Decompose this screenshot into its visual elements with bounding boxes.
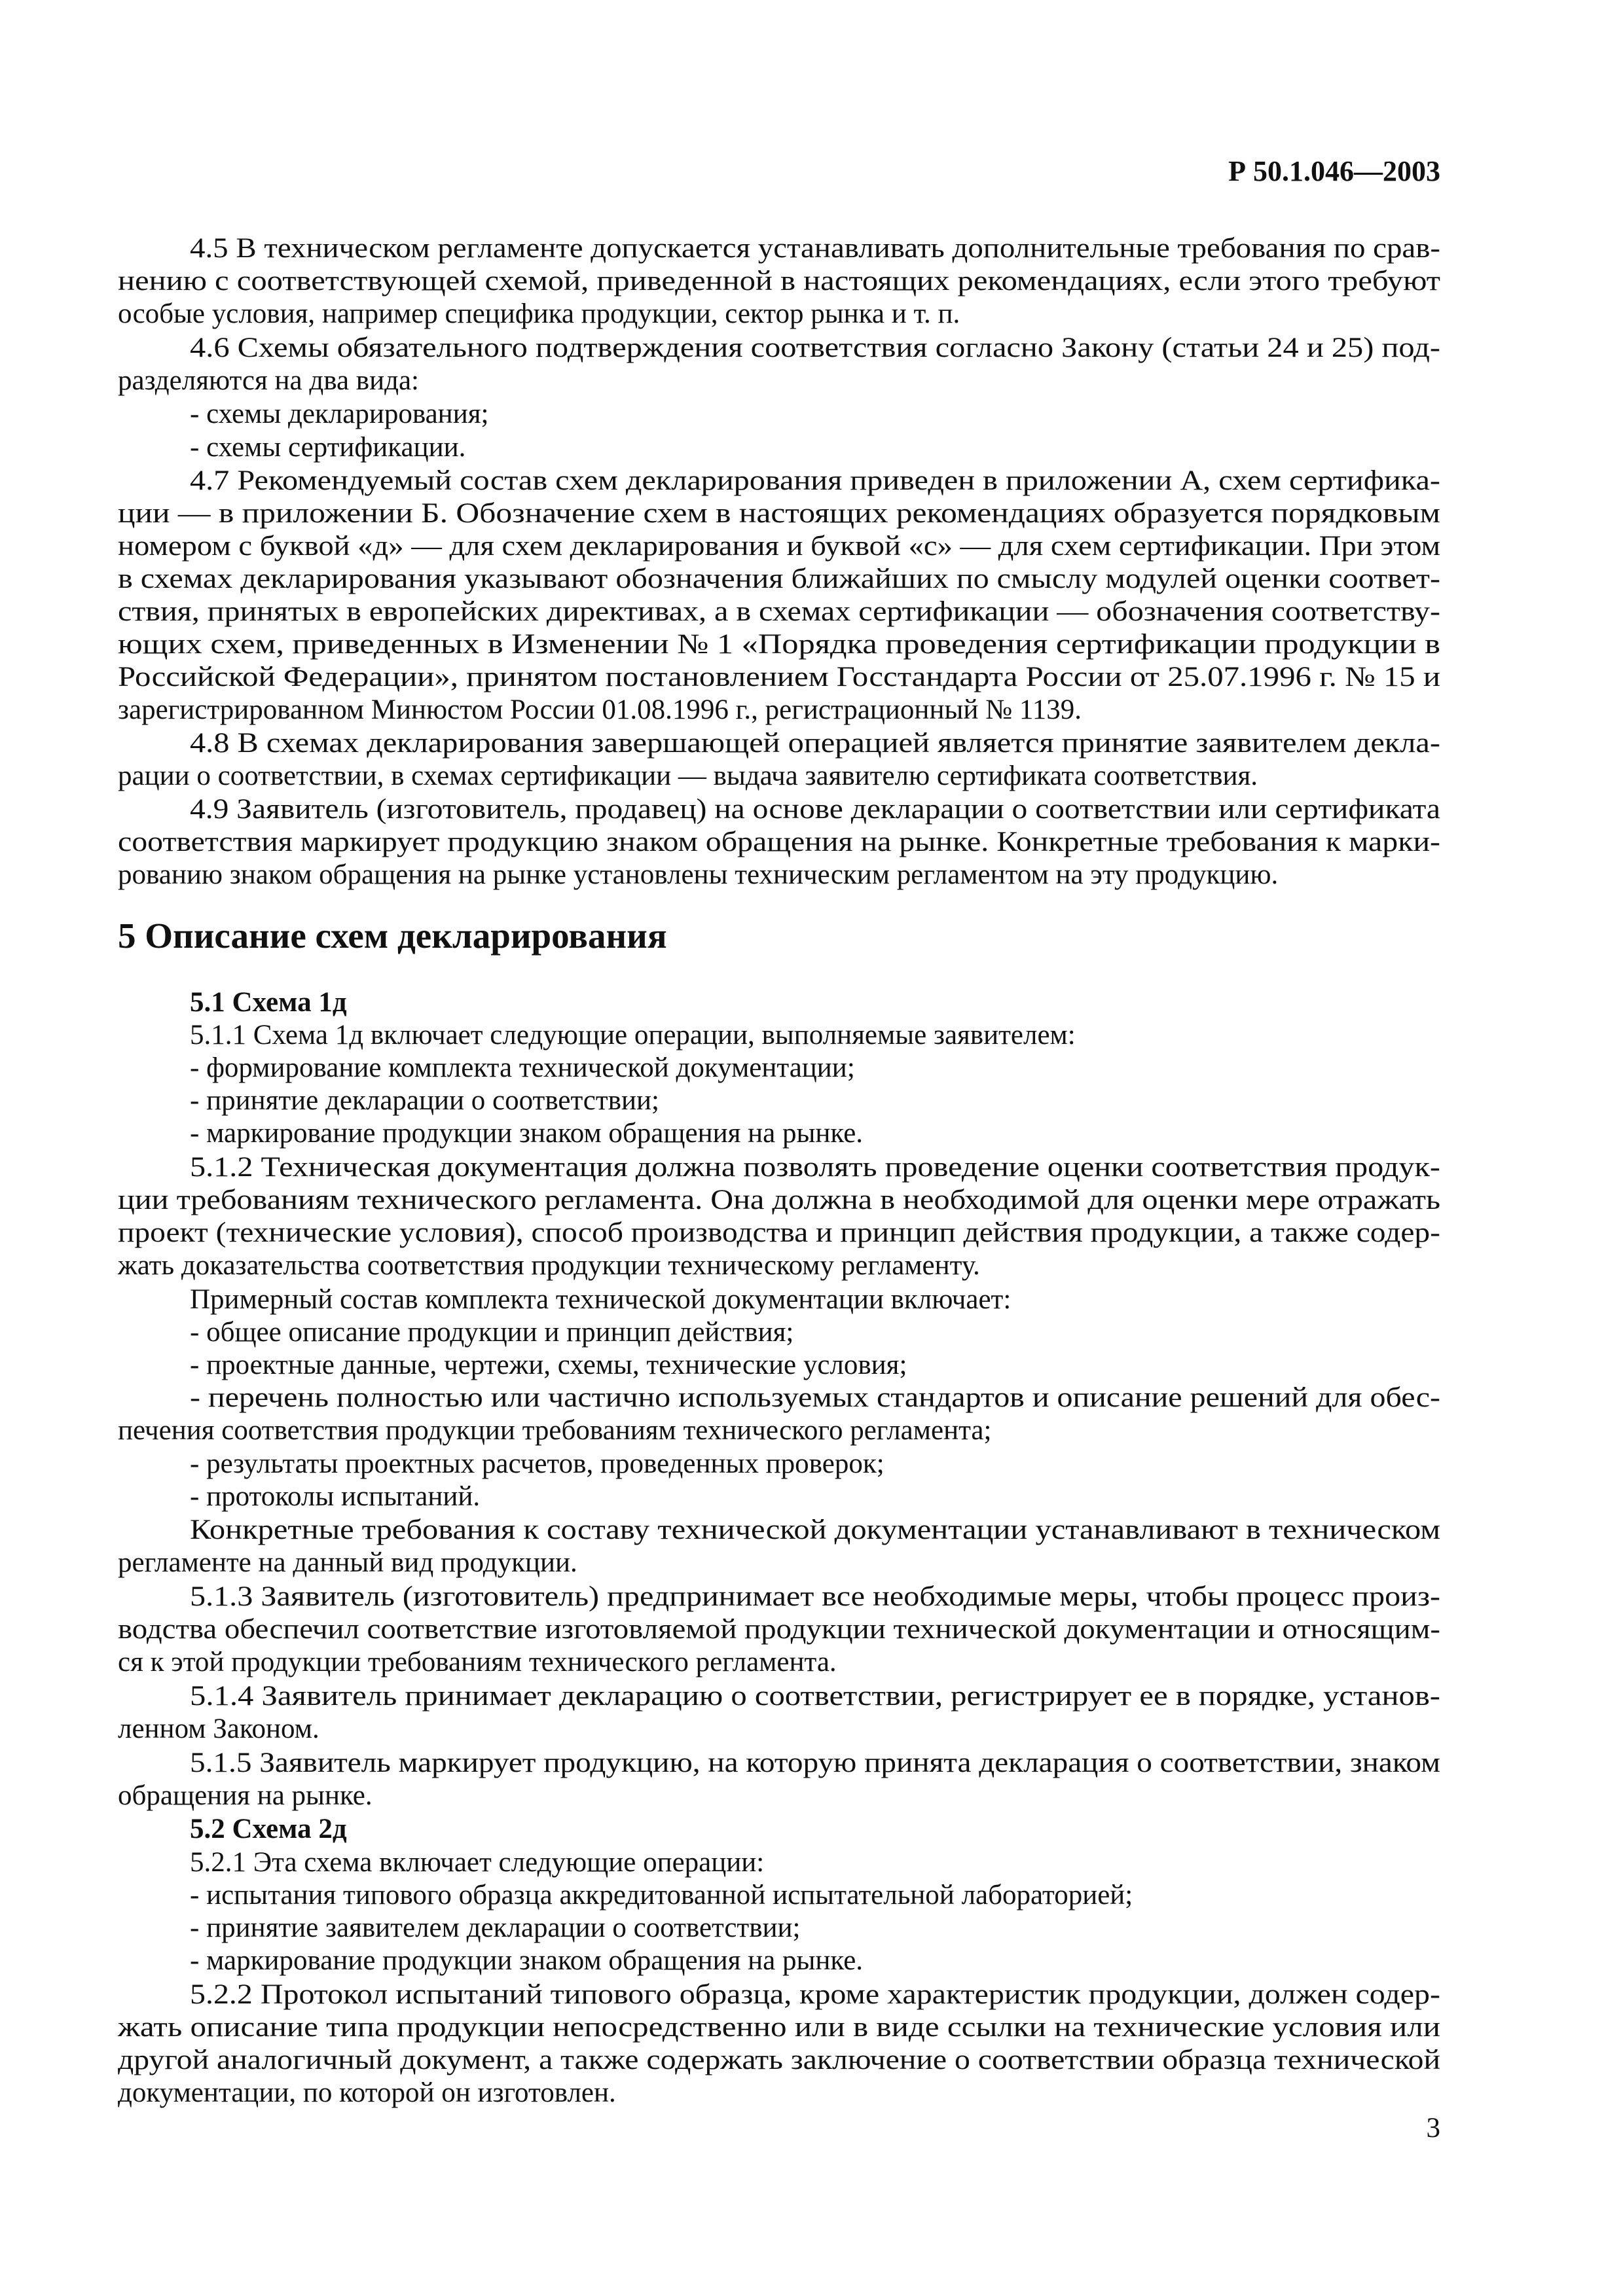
- text-line: - протоколы испытаний.: [190, 1481, 481, 1512]
- text-line: номером с буквой «д» — для схем декларирования и буквой «с» — для схем сертификации. При этом: [118, 531, 1440, 562]
- text-line: проект (технические условия), способ производства и принцип действия продукции, а также содер-: [118, 1217, 1440, 1248]
- section-heading: 5 Описание схем декларирования: [118, 916, 667, 956]
- text-line: Российской Федерации», принятом постановлением Госстандарта России от 25.07.1996 г. № 15 и: [118, 662, 1440, 692]
- text-line: водства обеспечил соответствие изготовляемой продукции технической документации и относящим-: [118, 1614, 1440, 1645]
- text-line: 5.1.2 Техническая документация должна позволять проведение оценки соответствия продук-: [190, 1152, 1440, 1183]
- text-line: 5.1.5 Заявитель маркирует продукцию, на которую принята декларация о соответствии, знаком: [190, 1748, 1440, 1778]
- subsection-heading: 5.1 Схема 1д: [190, 987, 347, 1018]
- text-line: рации о соответствии, в схемах сертификации — выдача заявителю сертификата соответствия.: [118, 761, 1258, 791]
- text-line: - формирование комплекта технической документации;: [190, 1052, 855, 1083]
- text-line: особые условия, например специфика продукции, сектор рынка и т. п.: [118, 298, 960, 329]
- text-line: 5.1.1 Схема 1д включает следующие операции, выполняемые заявителем:: [190, 1020, 1076, 1050]
- text-line: разделяются на два вида:: [118, 365, 420, 396]
- text-line: ции требованиям технического регламента. Она должна в необходимой для оценки мере отражать: [118, 1185, 1440, 1215]
- text-line: - результаты проектных расчетов, проведенных проверок;: [190, 1448, 884, 1479]
- text-line: Конкретные требования к составу технической документации устанавливают в техническом: [190, 1515, 1440, 1545]
- text-line: соответствия маркирует продукцию знаком обращения на рынке. Конкретные требования к марки-: [118, 827, 1440, 857]
- text-line: 4.6 Схемы обязательного подтверждения соответствия согласно Закону (статьи 24 и 25) под-: [190, 332, 1440, 363]
- text-line: жать описание типа продукции непосредственно или в виде ссылки на технические условия или: [118, 2012, 1440, 2043]
- text-line: ленном Законом.: [118, 1713, 319, 1744]
- text-line: - испытания типового образца аккредитованной испытательной лабораторией;: [190, 1880, 1133, 1910]
- text-line: Примерный состав комплекта технической документации включает:: [190, 1284, 1012, 1315]
- text-line: - перечень полностью или частично используемых стандартов и описание решений для обес-: [190, 1382, 1440, 1413]
- text-line: 4.7 Рекомендуемый состав схем декларирования приведен в приложении А, схем сертифика-: [190, 465, 1440, 496]
- text-line: другой аналогичный документ, а также содержать заключение о соответствии образца технической: [118, 2045, 1440, 2075]
- text-line: зарегистрированном Минюстом России 01.08.1996 г., регистрационный № 1139.: [118, 694, 1082, 725]
- text-line: 5.1.4 Заявитель принимает декларацию о соответствии, регистрирует ее в порядке, установ-: [190, 1681, 1440, 1712]
- text-line: - принятие декларации о соответствии;: [190, 1085, 659, 1116]
- text-line: обращения на рынке.: [118, 1780, 373, 1811]
- text-line: ствия, принятых в европейских директивах, а в схемах сертификации — обозначения соответству-: [118, 596, 1440, 627]
- text-line: регламенте на данный вид продукции.: [118, 1547, 577, 1578]
- subsection-heading: 5.2 Схема 2д: [190, 1814, 347, 1844]
- page-number: 3: [1426, 2113, 1440, 2144]
- document-code-header: Р 50.1.046—2003: [1228, 155, 1440, 187]
- text-line: рованию знаком обращения на рынке установлены техническим регламентом на эту продукцию.: [118, 859, 1279, 890]
- text-line: - общее описание продукции и принцип действия;: [190, 1317, 794, 1348]
- text-line: ся к этой продукции требованиям технического регламента.: [118, 1647, 837, 1677]
- text-line: печения соответствия продукции требованиям технического регламента;: [118, 1415, 992, 1446]
- text-line: 5.2.2 Протокол испытаний типового образца, кроме характеристик продукции, должен содер-: [190, 1979, 1440, 2010]
- text-line: 4.9 Заявитель (изготовитель, продавец) на основе декларации о соответствии или сертификата: [190, 794, 1440, 825]
- text-line: документации, по которой он изготовлен.: [118, 2077, 616, 2108]
- text-line: 5.1.3 Заявитель (изготовитель) предпринимает все необходимые меры, чтобы процесс произ-: [190, 1581, 1440, 1612]
- text-line: - маркирование продукции знаком обращения на рынке.: [190, 1118, 864, 1149]
- text-line: - схемы сертификации.: [190, 432, 466, 463]
- text-line: ющих схем, приведенных в Изменении № 1 «Порядка проведения сертификации продукции в: [118, 629, 1440, 660]
- text-line: в схемах декларирования указывают обозначения ближайших по смыслу модулей оценки соответ-: [118, 564, 1440, 594]
- text-line: жать доказательства соответствия продукции техническому регламенту.: [118, 1250, 980, 1281]
- text-line: 4.5 В техническом регламенте допускается устанавливать дополнительные требования по срав-: [190, 233, 1440, 264]
- text-line: 4.8 В схемах декларирования завершающей операцией является принятие заявителем декла-: [190, 728, 1440, 759]
- text-line: нению с соответствующей схемой, приведенной в настоящих рекомендациях, если этого требуют: [118, 266, 1440, 296]
- text-line: - маркирование продукции знаком обращения на рынке.: [190, 1945, 864, 1976]
- text-line: 5.2.1 Эта схема включает следующие операции:: [190, 1847, 765, 1878]
- text-line: ции — в приложении Б. Обозначение схем в настоящих рекомендациях образуется порядковым: [118, 498, 1440, 529]
- text-line: - принятие заявителем декларации о соответствии;: [190, 1912, 801, 1943]
- text-line: - схемы декларирования;: [190, 399, 489, 429]
- text-line: - проектные данные, чертежи, схемы, технические условия;: [190, 1350, 907, 1380]
